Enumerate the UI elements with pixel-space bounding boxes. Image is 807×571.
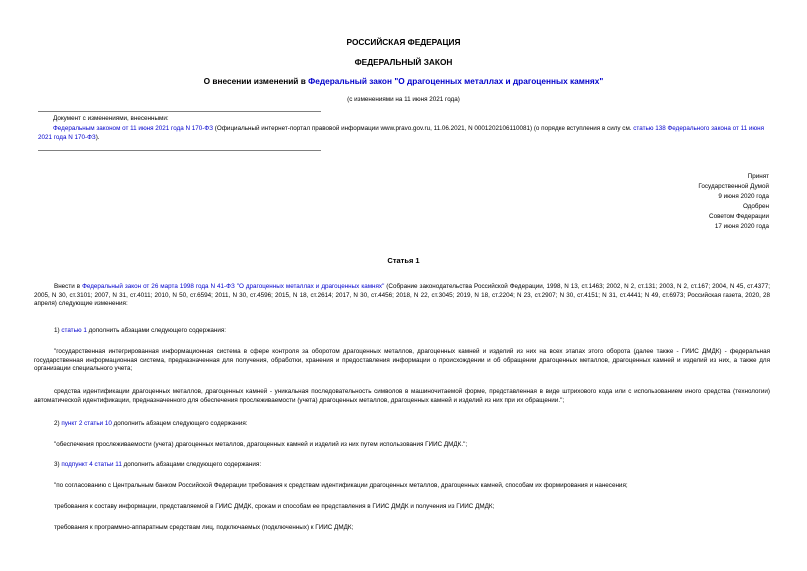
item-3: [34, 461, 770, 470]
quote-identification-definition: средства идентификации драгоценных металлов, драгоценных камней - уникальная последовательность символов в машиночитаемой форме, представленная в виде штрихового кода или с использованием иного средства (технологии) автоматической идентификации, предназначенного для обеспечения прослеживаемости (учета) драгоценных металлов, драгоценных камней и изделий из них при их обращении.";: [34, 388, 770, 404]
article-intro-text: (Собрание законодательства Российской Федерации, 1998, N 13, ст.1463; 2002, N 2, ст.131; 2003, N 2, ст.167; 2004, N 45, ст.4377; 2005, N 30, ст.3101; 2007, N 31, ст.4011; 2010, N 50, ст.6594; 2011, N 30, ст.4596; 2015, N 18, ст.2614; 2017, N 30, ст.4456; 2018, N 22, ст.3045; 2019, N 18, ст.2204; N 23, ст.2907; N 30, ст.4151; N 31, ст.4441; N 49, ст.6973; Российская газета, 2020, 28 апреля) следующие изменения:: [34, 283, 770, 307]
item-2-number: 2): [54, 420, 62, 427]
article-intro-prefix: Внести в: [54, 283, 83, 290]
changes-link-article[interactable]: статью 138 Федерального закона от 11 июня 2021 года N 170-ФЗ: [38, 125, 765, 141]
changes-text: [38, 125, 768, 142]
item-1-number: 1): [54, 327, 62, 334]
article-intro-law-link[interactable]: Федеральный закон от 26 марта 1998 года N 41-ФЗ "О драгоценных металлах и драгоценных камнях": [82, 283, 385, 290]
item-2-text: дополнить абзацем следующего содержания:: [111, 420, 248, 427]
top-divider: [38, 111, 321, 112]
item-1: [34, 327, 770, 336]
revision-note: (с изменениями на 11 июня 2021 года): [347, 96, 460, 103]
item-1-link[interactable]: статью 1: [61, 327, 87, 334]
item-2: [34, 420, 770, 429]
item-3-number: 3): [54, 461, 62, 468]
adoption-block: [698, 172, 769, 232]
article-heading: Статья 1: [387, 256, 420, 265]
bottom-divider: [38, 150, 321, 151]
adoption-council: Советом Федерации: [709, 213, 769, 221]
quote-central-bank: "по согласованию с Центральным банком Российской Федерации требования к средствам идентификации драгоценных металлов, драгоценных камней, способам их формирования и нанесения;: [54, 482, 628, 489]
item-1-text: дополнить абзацами следующего содержания:: [86, 327, 227, 334]
quote-traceability: "обеспечения прослеживаемости (учета) драгоценных металлов, драгоценных камней и изделий из них путем использования ГИИС ДМДК.";: [54, 441, 468, 448]
changes-text-part1: (Официальный интернет-портал правовой информации www.pravo.gov.ru, 11.06.2021, N 0001202106110081) (о порядке вступления в силу см.: [213, 125, 634, 132]
adoption-approved: Одобрен: [742, 203, 769, 211]
item-3-link[interactable]: подпункт 4 статьи 11: [61, 461, 122, 468]
law-type-heading: ФЕДЕРАЛЬНЫЙ ЗАКОН: [354, 57, 453, 67]
law-title: [0, 76, 807, 87]
adoption-accepted: Принят: [747, 173, 769, 180]
adoption-duma-date: 9 июня 2020 года: [718, 193, 769, 201]
adoption-duma: Государственной Думой: [698, 183, 769, 191]
changes-link-law[interactable]: Федеральным законом от 11 июня 2021 года N 170-ФЗ: [53, 125, 213, 132]
quote-hardware-requirements: требования к программно-аппаратным средствам лиц, подключаемых (подключенных) к ГИИС ДМДК;: [54, 524, 354, 531]
quote-info-requirements: требования к составу информации, представляемой в ГИИС ДМДК, срокам и способам ее представления в ГИИС ДМДК и получения из ГИИС ДМДК;: [54, 503, 495, 510]
item-2-link[interactable]: пункт 2 статьи 10: [61, 420, 112, 427]
article-intro-paragraph: [34, 283, 770, 309]
law-title-link[interactable]: Федеральный закон "О драгоценных металлах и драгоценных камнях": [308, 76, 604, 86]
item-3-text: дополнить абзацами следующего содержания:: [121, 461, 262, 468]
quote-giis-definition: "государственная интегрированная информационная система в сфере контроля за оборотом драгоценных металлов, драгоценных камней и изделий из них на всех этапах этого оборота (далее также - ГИИС ДМДК) - федеральная государственная информационная система, предназначенная для получения, обработки, хранения и предоставления информации о происхождении и об обращении драгоценных металлов, драгоценных камней и изделий из них, а также для организации специального учета;: [34, 348, 770, 372]
changes-text-part2: ).: [95, 133, 100, 141]
law-title-prefix: О внесении изменений в: [203, 76, 309, 86]
adoption-council-date: 17 июня 2020 года: [714, 223, 769, 231]
changes-intro: Документ с изменениями, внесенными:: [53, 115, 169, 122]
country-heading: РОССИЙСКАЯ ФЕДЕРАЦИЯ: [346, 37, 461, 47]
